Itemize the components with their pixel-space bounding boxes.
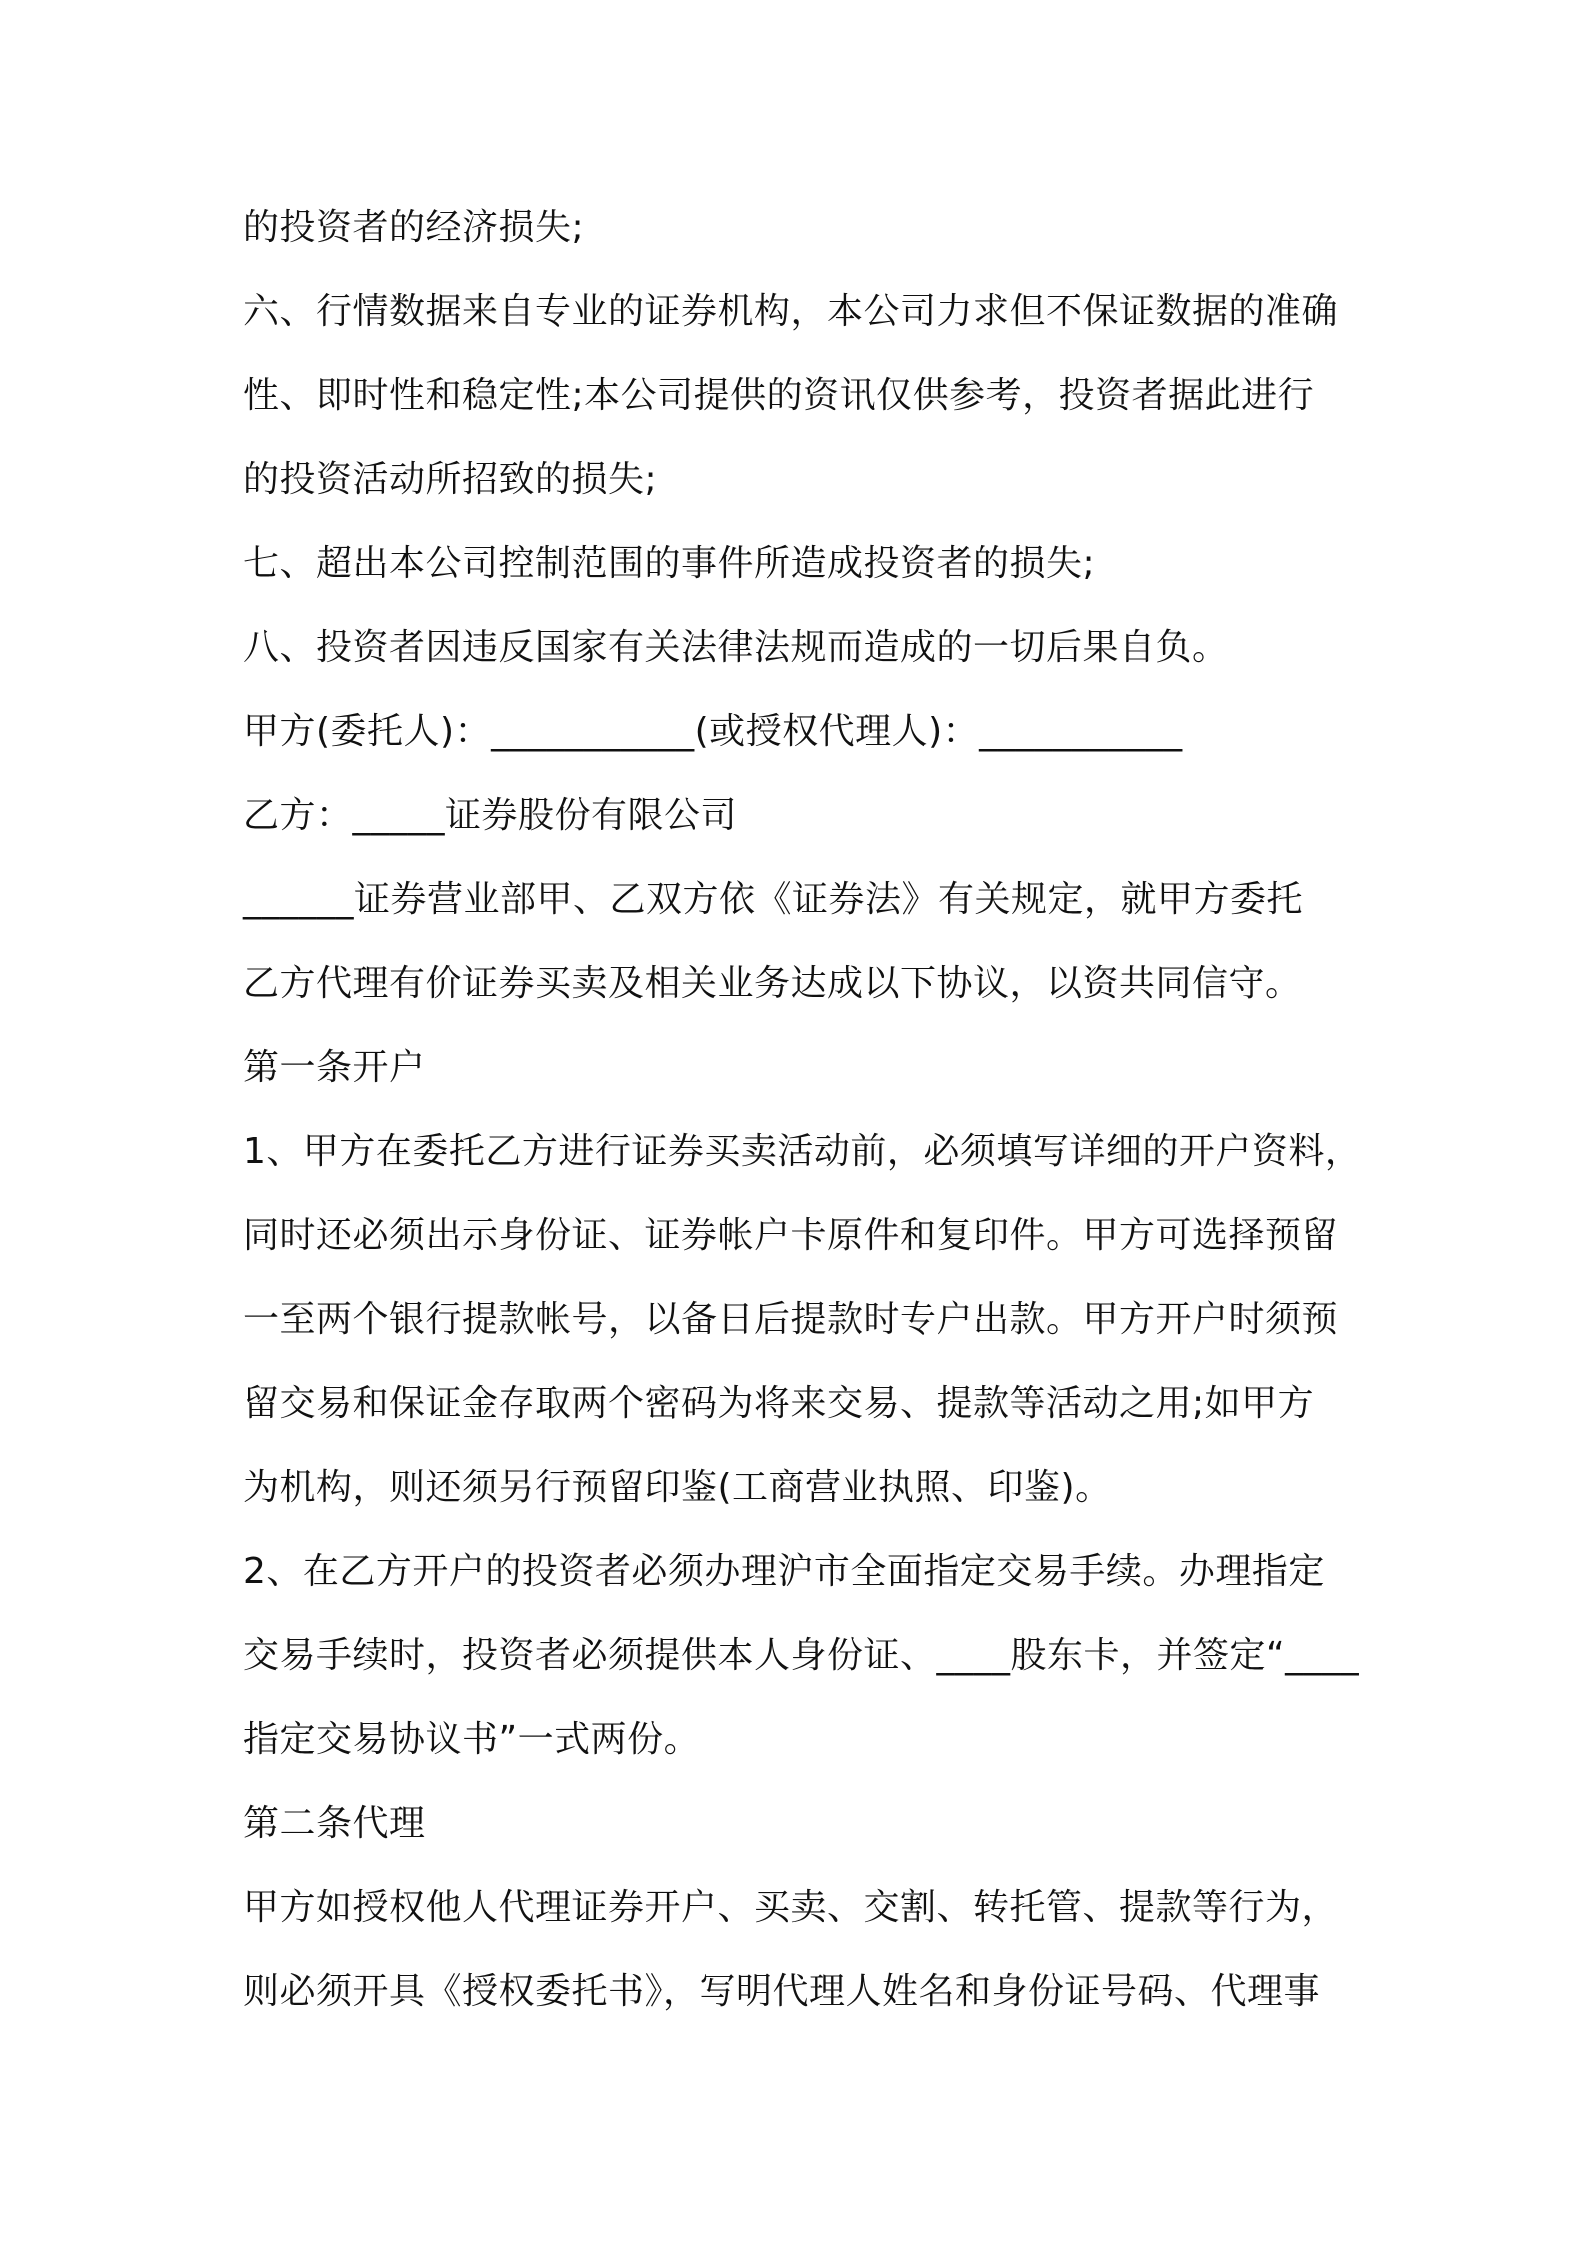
text-line: 乙方代理有价证券买卖及相关业务达成以下协议，以资共同信守。 <box>243 963 1302 1004</box>
text-line: 则必须开具《授权委托书》，写明代理人姓名和身份证号码、代理事 <box>243 1971 1321 2012</box>
signature-line-party-b: 乙方：_____证券股份有限公司 <box>243 795 738 836</box>
text-line: 六、行情数据来自专业的证券机构，本公司力求但不保证数据的准确 <box>243 291 1339 332</box>
text-line: ______证券营业部甲、乙双方依《证券法》有关规定，就甲方委托 <box>243 879 1304 920</box>
section-heading-agency: 第二条代理 <box>243 1803 426 1844</box>
text-line: 甲方如授权他人代理证券开户、买卖、交割、转托管、提款等行为， <box>243 1887 1339 1928</box>
text-line: 1、甲方在委托乙方进行证券买卖活动前，必须填写详细的开户资料， <box>243 1131 1362 1172</box>
text-line: 同时还必须出示身份证、证券帐户卡原件和复印件。甲方可选择预留 <box>243 1215 1339 1256</box>
section-heading-account-opening: 第一条开户 <box>243 1047 426 1088</box>
text-line: 的投资者的经济损失; <box>243 207 585 248</box>
text-line: 七、超出本公司控制范围的事件所造成投资者的损失; <box>243 543 1096 584</box>
text-line: 的投资活动所招致的损失; <box>243 459 658 500</box>
text-line: 交易手续时，投资者必须提供本人身份证、____股东卡，并签定“____ <box>243 1635 1360 1676</box>
text-line: 留交易和保证金存取两个密码为将来交易、提款等活动之用;如甲方 <box>243 1383 1315 1424</box>
signature-line-party-a: 甲方(委托人)：___________(或授权代理人)：___________ <box>243 711 1183 752</box>
text-line: 为机构，则还须另行预留印鉴(工商营业执照、印鉴)。 <box>243 1467 1112 1508</box>
text-line: 2、在乙方开户的投资者必须办理沪市全面指定交易手续。办理指定 <box>243 1551 1325 1592</box>
text-line: 指定交易协议书”一式两份。 <box>243 1719 701 1760</box>
text-line: 性、即时性和稳定性;本公司提供的资讯仅供参考，投资者据此进行 <box>243 375 1315 416</box>
text-line: 八、投资者因违反国家有关法律法规而造成的一切后果自负。 <box>243 627 1229 668</box>
text-line: 一至两个银行提款帐号，以备日后提款时专户出款。甲方开户时须预 <box>243 1299 1339 1340</box>
